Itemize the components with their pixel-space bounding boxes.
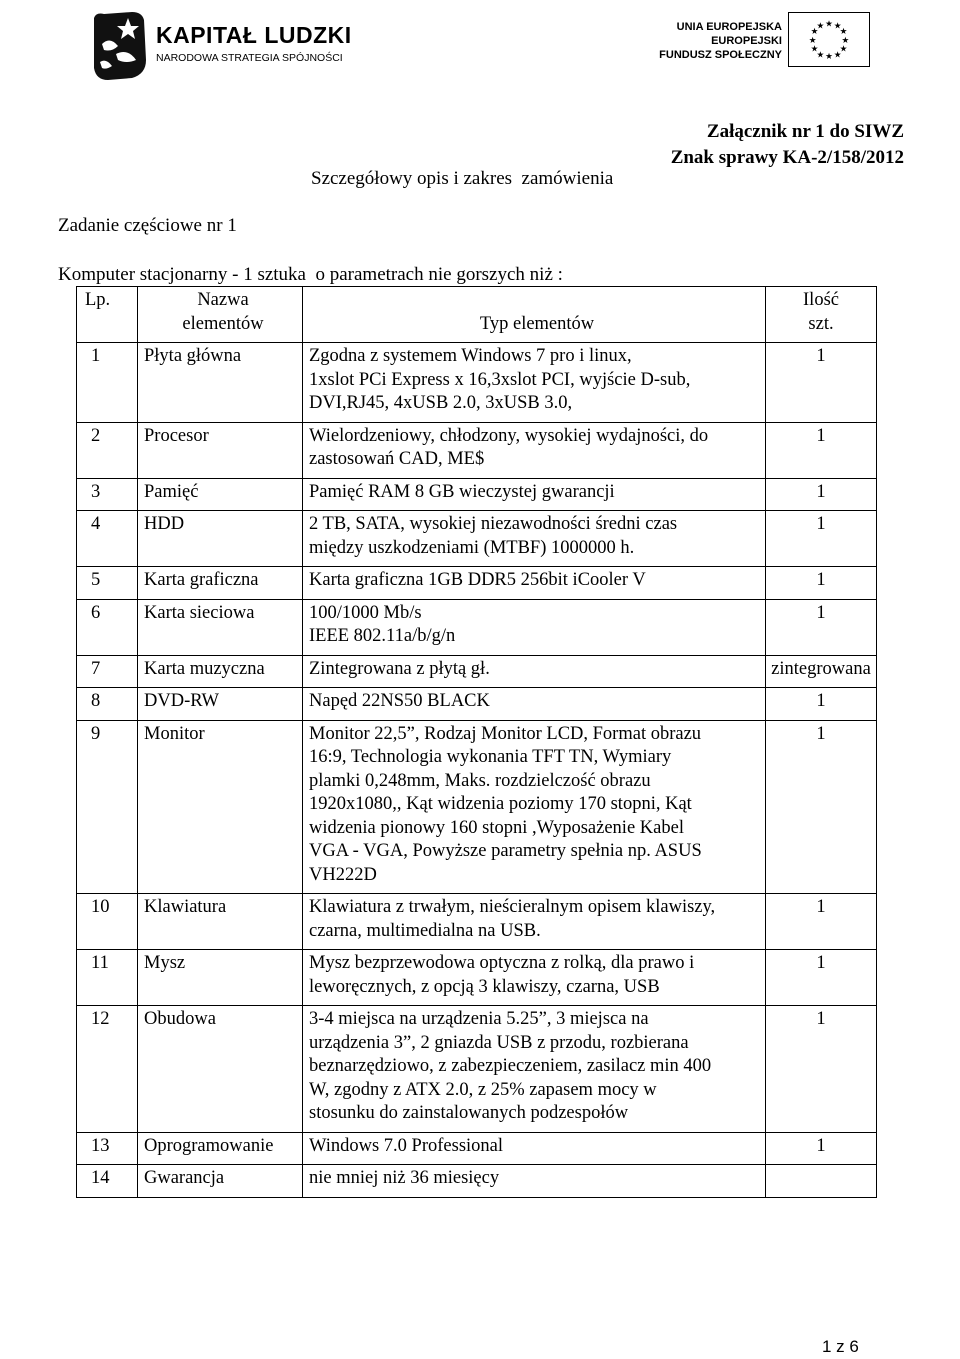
svg-text:★: ★ xyxy=(816,50,825,61)
subtask-heading: Zadanie częściowe nr 1 xyxy=(58,215,237,236)
row-name: HDD xyxy=(138,511,303,567)
row-type: 2 TB, SATA, wysokiej niezawodności średni czas między uszkodzeniami (MTBF) 1000000 h. xyxy=(303,511,766,567)
row-qty: 1 xyxy=(766,1006,877,1133)
page-number: 1 z 6 xyxy=(822,1337,859,1356)
header-type xyxy=(303,287,766,343)
row-lp: 13 xyxy=(77,1132,138,1165)
row-type: nie mniej niż 36 miesięcy xyxy=(303,1165,766,1198)
table-row xyxy=(77,1132,877,1165)
row-name: Pamięć xyxy=(138,478,303,511)
row-qty: 1 xyxy=(766,599,877,655)
eu-logo xyxy=(659,10,870,72)
row-name: Gwarancja xyxy=(138,1165,303,1198)
svg-text:★: ★ xyxy=(808,35,817,46)
row-lp: 14 xyxy=(77,1165,138,1198)
intro-text: Komputer stacjonarny - 1 sztuka o parametrach nie gorszych niż : xyxy=(58,264,563,285)
eu-logo-line: EUROPEJSKI xyxy=(711,35,782,47)
svg-text:★: ★ xyxy=(839,44,848,55)
row-qty: 1 xyxy=(766,894,877,950)
row-name: Karta graficzna xyxy=(138,567,303,600)
svg-text:★: ★ xyxy=(825,52,833,63)
table-row xyxy=(77,950,877,1006)
row-qty: 1 xyxy=(766,950,877,1006)
row-type: Monitor 22,5”, Rodzaj Monitor LCD, Format obrazu 16:9, Technologia wykonania TFT TN, Wymiary plamki 0,248mm, Maks. rozdzielczość obrazu 1920x1080,, Kąt widzenia poziomy 170 stopni, Kąt widzenia pionowy 160 stopni ,Wyposażenie Kabel VGA - VGA, Powyższe parametry spełnia np. ASUS VH222D xyxy=(303,720,766,894)
table-row xyxy=(77,720,877,894)
header-qty: Ilość szt. xyxy=(766,287,877,343)
svg-text:★: ★ xyxy=(816,21,825,32)
annex-header xyxy=(671,119,904,171)
row-lp: 5 xyxy=(77,567,138,600)
row-lp: 7 xyxy=(77,655,138,688)
row-qty: 1 xyxy=(766,567,877,600)
table-row xyxy=(77,1006,877,1133)
annex-label: Załącznik nr 1 do SIWZ xyxy=(706,121,904,142)
row-name: Procesor xyxy=(138,422,303,478)
row-name: Monitor xyxy=(138,720,303,894)
row-qty: 1 xyxy=(766,720,877,894)
row-name: Klawiatura xyxy=(138,894,303,950)
eu-logo-text xyxy=(659,20,782,62)
kapital-ludzki-title: KAPITAŁ LUDZKI xyxy=(156,22,352,48)
row-name: Karta sieciowa xyxy=(138,599,303,655)
row-name: Obudowa xyxy=(138,1006,303,1133)
table-row xyxy=(77,511,877,567)
row-qty: 1 xyxy=(766,511,877,567)
case-number: Znak sprawy KA-2/158/2012 xyxy=(670,147,904,168)
eu-logo-line: UNIA EUROPEJSKA xyxy=(676,21,782,33)
table-row xyxy=(77,894,877,950)
row-name: Płyta główna xyxy=(138,343,303,423)
row-qty: 1 xyxy=(766,688,877,721)
row-type: Mysz bezprzewodowa optyczna z rolką, dla prawo i leworęcznych, z opcją 3 klawiszy, czarna, USB xyxy=(303,950,766,1006)
table-row xyxy=(77,655,877,688)
row-lp: 9 xyxy=(77,720,138,894)
row-lp: 8 xyxy=(77,688,138,721)
svg-text:★: ★ xyxy=(839,27,848,38)
row-type: Karta graficzna 1GB DDR5 256bit iCooler V xyxy=(303,567,766,600)
header-lp: Lp. xyxy=(77,287,138,343)
table-row xyxy=(77,688,877,721)
row-lp: 12 xyxy=(77,1006,138,1133)
svg-text:★: ★ xyxy=(833,21,842,32)
row-type: Zintegrowana z płytą gł. xyxy=(303,655,766,688)
row-type: Wielordzeniowy, chłodzony, wysokiej wydajności, do zastosowań CAD, ME$ xyxy=(303,422,766,478)
specification-table xyxy=(76,286,877,1198)
document-title: Szczegółowy opis i zakres zamówienia xyxy=(311,168,614,189)
row-type: 100/1000 Mb/s IEEE 802.11a/b/g/n xyxy=(303,599,766,655)
table-row xyxy=(77,1165,877,1198)
row-name: Mysz xyxy=(138,950,303,1006)
row-lp: 11 xyxy=(77,950,138,1006)
row-type: 3-4 miejsca na urządzenia 5.25”, 3 miejsca na urządzenia 3”, 2 gniazda USB z przodu, rozbierana beznarzędziowo, z zabezpieczeniem, zasilacz min 400 W, zgodny z ATX 2.0, z 25% zapasem mocy w stosunku do zainstalowanych podzespołów xyxy=(303,1006,766,1133)
row-lp: 10 xyxy=(77,894,138,950)
row-qty: 1 xyxy=(766,478,877,511)
row-type: Klawiatura z trwałym, nieścieralnym opisem klawiszy, czarna, multimedialna na USB. xyxy=(303,894,766,950)
table-row xyxy=(77,567,877,600)
row-qty: 1 xyxy=(766,1132,877,1165)
row-lp: 3 xyxy=(77,478,138,511)
row-type: Windows 7.0 Professional xyxy=(303,1132,766,1165)
eu-flag-icon xyxy=(788,12,870,67)
header-type-label: Typ elementów xyxy=(479,313,595,334)
svg-text:★: ★ xyxy=(810,44,819,55)
table-row xyxy=(77,599,877,655)
table-header-row xyxy=(77,287,877,343)
row-type: Pamięć RAM 8 GB wieczystej gwarancji xyxy=(303,478,766,511)
table-row xyxy=(77,478,877,511)
svg-text:★: ★ xyxy=(841,35,850,46)
row-name: Karta muzyczna xyxy=(138,655,303,688)
row-name: DVD-RW xyxy=(138,688,303,721)
row-type: Napęd 22NS50 BLACK xyxy=(303,688,766,721)
row-qty: 1 xyxy=(766,422,877,478)
kapital-ludzki-logo xyxy=(88,8,352,86)
row-lp: 2 xyxy=(77,422,138,478)
row-lp: 1 xyxy=(77,343,138,423)
table-row xyxy=(77,343,877,423)
row-qty xyxy=(766,1165,877,1198)
header-name: Nazwa elementów xyxy=(138,287,303,343)
row-name: Oprogramowanie xyxy=(138,1132,303,1165)
kapital-ludzki-subtitle: NARODOWA STRATEGIA SPÓJNOŚCI xyxy=(156,52,343,64)
row-lp: 6 xyxy=(77,599,138,655)
kapital-ludzki-emblem-icon xyxy=(88,8,150,82)
row-type: Zgodna z systemem Windows 7 pro i linux, 1xslot PCi Express x 16,3xslot PCI, wyjście D-sub, DVI,RJ45, 4xUSB 2.0, 3xUSB 3.0, xyxy=(303,343,766,423)
row-qty: 1 xyxy=(766,343,877,423)
eu-logo-line: FUNDUSZ SPOŁECZNY xyxy=(659,49,782,61)
row-qty: zintegrowana xyxy=(766,655,877,688)
svg-text:★: ★ xyxy=(825,19,833,30)
table-row xyxy=(77,422,877,478)
svg-text:★: ★ xyxy=(810,27,819,38)
row-lp: 4 xyxy=(77,511,138,567)
svg-text:★: ★ xyxy=(833,50,842,61)
